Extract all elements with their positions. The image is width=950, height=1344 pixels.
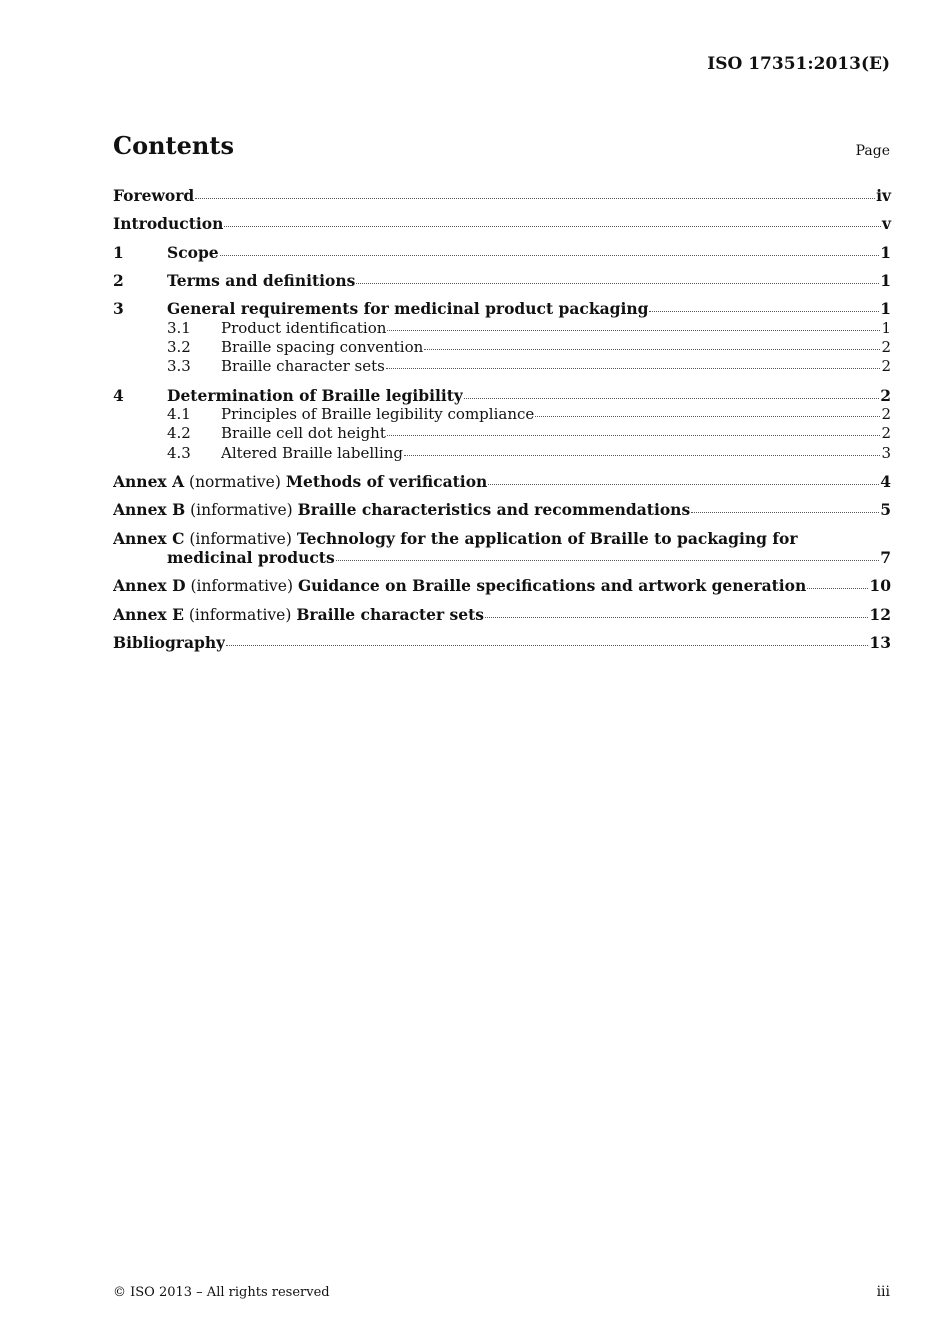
annex-title: Braille character sets — [296, 605, 485, 624]
toc-entry-page: 12 — [869, 605, 891, 624]
toc-entry-title: Principles of Braille legibility compliance — [221, 405, 535, 423]
toc-entry-title: Terms and definitions — [167, 271, 356, 290]
annex-label: Annex A — [113, 472, 185, 491]
toc-entry-title: Product identification — [221, 319, 387, 337]
toc-entry-clause-3[interactable] — [113, 299, 891, 318]
leader-dots — [387, 329, 880, 331]
toc-entry-title: Scope — [167, 243, 219, 262]
leader-dots — [535, 415, 880, 417]
toc-entry-annex-c[interactable] — [113, 529, 891, 548]
toc-entry-subclause-4-1[interactable] — [113, 405, 891, 423]
annex-qualifier: (informative) — [184, 530, 297, 548]
toc-entry-title: Foreword — [113, 186, 195, 205]
annex-qualifier: (normative) — [184, 473, 286, 491]
toc-entry-number: 3.3 — [167, 357, 191, 375]
leader-dots — [336, 559, 880, 561]
leader-dots — [807, 587, 868, 589]
leader-dots — [195, 197, 875, 199]
leader-dots — [488, 483, 879, 485]
leader-dots — [649, 310, 879, 312]
toc-entry-title — [113, 576, 806, 595]
page-title: Contents — [113, 131, 234, 160]
toc-entry-annex-e[interactable] — [113, 605, 891, 624]
toc-entry-annex-a[interactable] — [113, 472, 891, 491]
leader-dots — [485, 616, 868, 618]
toc-entry-page: 2 — [880, 386, 891, 405]
toc-entry-page: 1 — [880, 243, 891, 262]
annex-label: Annex C — [113, 529, 185, 548]
toc-entry-page: 4 — [880, 472, 891, 491]
leader-dots — [404, 454, 880, 456]
toc-entry-page: 2 — [881, 405, 891, 423]
toc-entry-page: 7 — [880, 548, 891, 567]
annex-label: Annex D — [113, 576, 186, 595]
toc-entry-title — [113, 529, 798, 548]
toc-entry-page: v — [881, 214, 891, 233]
annex-qualifier: (informative) — [185, 577, 298, 595]
annex-title: Braille characteristics and recommendations — [297, 500, 691, 519]
leader-dots — [356, 282, 879, 284]
toc-entry-number: 4 — [113, 386, 124, 405]
toc-entry-number: 4.1 — [167, 405, 191, 423]
toc-entry-title: Bibliography — [113, 633, 226, 652]
toc-entry-page: 1 — [880, 299, 891, 318]
leader-dots — [387, 434, 881, 436]
toc-entry-foreword[interactable] — [113, 186, 891, 205]
toc-entry-annex-b[interactable] — [113, 500, 891, 519]
annex-label: Annex B — [113, 500, 186, 519]
leader-dots — [226, 644, 868, 646]
toc-entry-page: 10 — [869, 576, 891, 595]
toc-entry-title: Braille cell dot height — [221, 424, 386, 442]
toc-entry-title: Altered Braille labelling — [221, 444, 403, 462]
toc-entry-subclause-3-3[interactable] — [113, 357, 891, 375]
toc-entry-number: 4.2 — [167, 424, 191, 442]
toc-entry-subclause-3-2[interactable] — [113, 338, 891, 356]
leader-dots — [224, 225, 881, 227]
toc-entry-introduction[interactable] — [113, 214, 891, 233]
toc-entry-number: 4.3 — [167, 444, 191, 462]
toc-entry-subclause-4-3[interactable] — [113, 444, 891, 462]
leader-dots — [424, 348, 880, 350]
toc-entry-clause-1[interactable] — [113, 243, 891, 262]
toc-entry-page: 1 — [881, 319, 891, 337]
annex-qualifier: (informative) — [183, 606, 297, 624]
toc-entry-page: 13 — [869, 633, 891, 652]
toc-entry-title — [113, 605, 484, 624]
leader-dots — [464, 397, 879, 399]
toc-entry-title: Braille spacing convention — [221, 338, 424, 356]
toc-entry-title — [113, 472, 487, 491]
toc-entry-annex-c-continuation[interactable] — [167, 548, 891, 567]
copyright-notice: © ISO 2013 – All rights reserved — [113, 1285, 330, 1300]
annex-label: Annex E — [113, 605, 184, 624]
toc-entry-page: 2 — [881, 338, 891, 356]
toc-entry-number: 3.1 — [167, 319, 191, 337]
toc-entry-number: 2 — [113, 271, 124, 290]
annex-qualifier: (informative) — [185, 501, 298, 519]
toc-entry-title — [113, 500, 690, 519]
toc-entry-annex-d[interactable] — [113, 576, 891, 595]
toc-entry-clause-2[interactable] — [113, 271, 891, 290]
page-column-label: Page — [855, 143, 890, 159]
page-number: iii — [876, 1284, 890, 1300]
leader-dots — [220, 254, 880, 256]
toc-entry-subclause-3-1[interactable] — [113, 319, 891, 337]
leader-dots — [691, 511, 879, 513]
toc-entry-page: 1 — [880, 271, 891, 290]
toc-entry-subclause-4-2[interactable] — [113, 424, 891, 442]
toc-entry-title: General requirements for medicinal product packaging — [167, 299, 649, 318]
toc-entry-title: Introduction — [113, 214, 224, 233]
toc-entry-bibliography[interactable] — [113, 633, 891, 652]
toc-entry-title: Braille character sets — [221, 357, 385, 375]
toc-entry-clause-4[interactable] — [113, 386, 891, 405]
toc-entry-page: 5 — [880, 500, 891, 519]
toc-entry-number: 1 — [113, 243, 124, 262]
annex-title: Technology for the application of Braille to packaging for — [296, 529, 798, 548]
toc-entry-page: 2 — [881, 424, 891, 442]
toc-entry-page: 3 — [881, 444, 891, 462]
toc-entry-number: 3 — [113, 299, 124, 318]
annex-title: Guidance on Braille specifications and artwork generation — [297, 576, 807, 595]
toc-entry-page: 2 — [881, 357, 891, 375]
annex-title-continuation: medicinal products — [167, 548, 335, 567]
document-id: ISO 17351:2013(E) — [707, 54, 890, 74]
toc-entry-title: Determination of Braille legibility — [167, 386, 463, 405]
toc-entry-page: iv — [876, 186, 891, 205]
leader-dots — [386, 367, 881, 369]
annex-title: Methods of verification — [285, 472, 488, 491]
toc-entry-number: 3.2 — [167, 338, 191, 356]
